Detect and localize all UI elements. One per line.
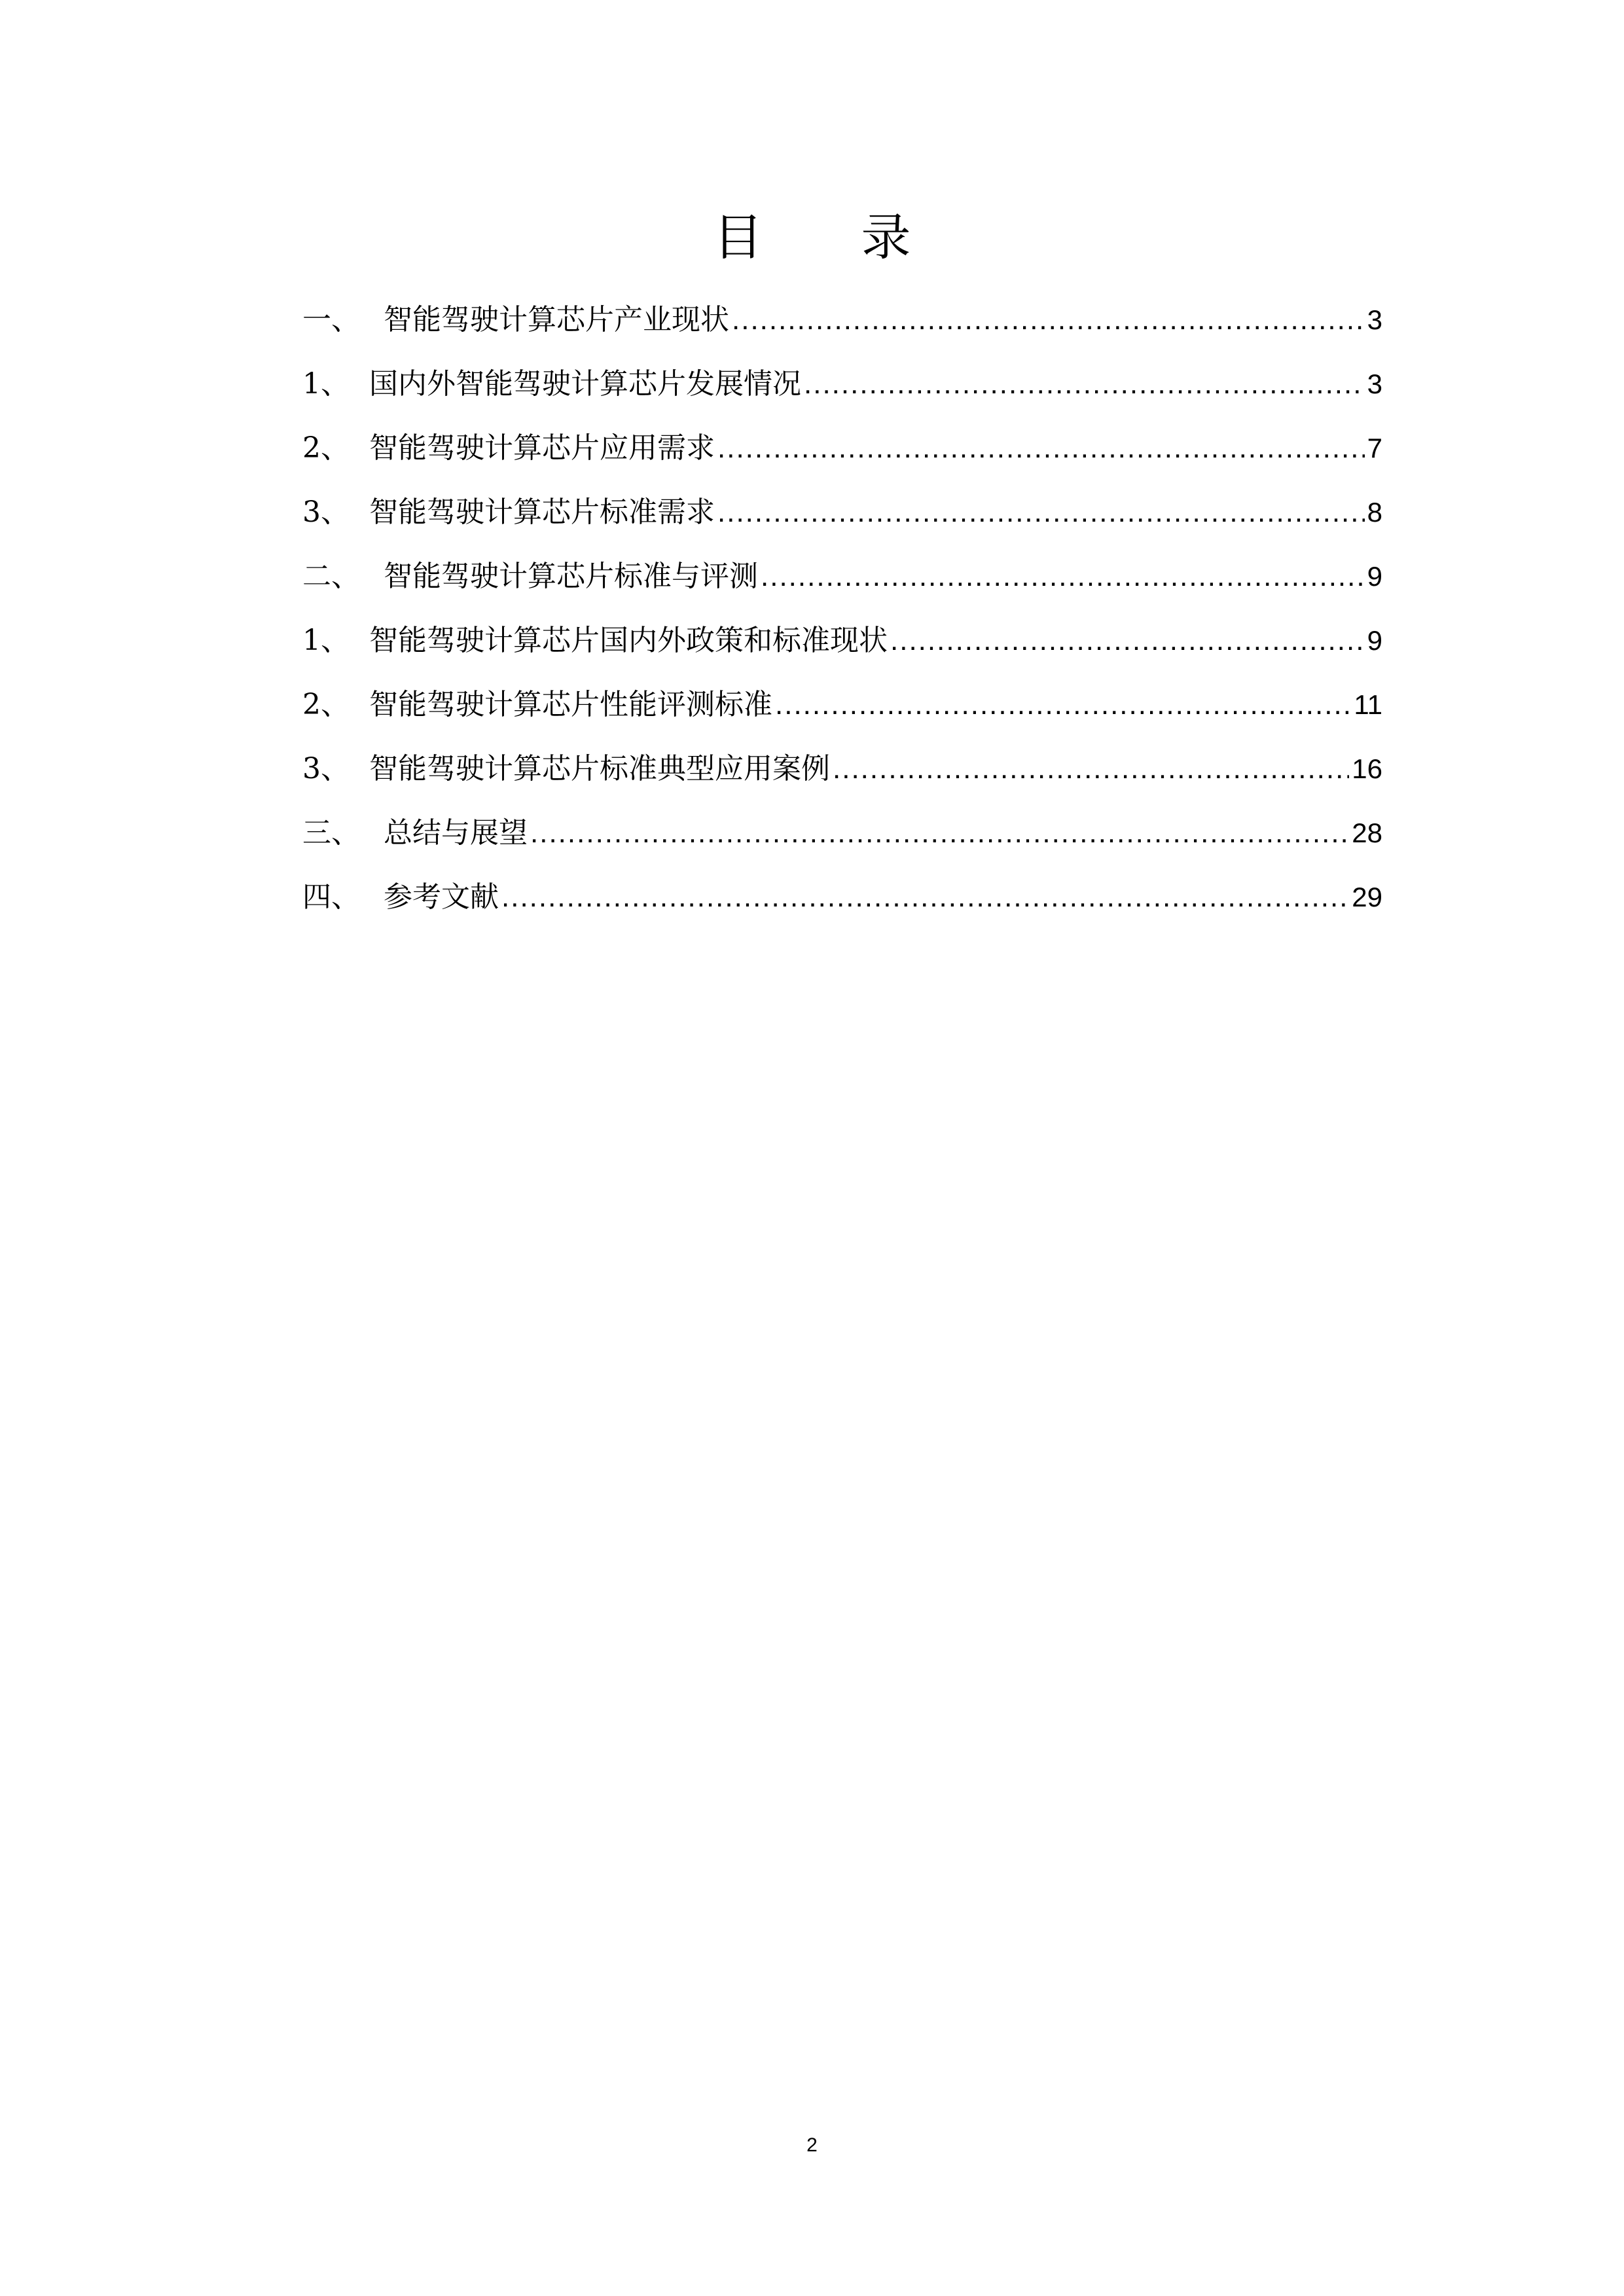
toc-entry-page: 9 — [1367, 561, 1382, 592]
toc-entry-number: 3、 — [302, 752, 350, 785]
toc-list — [302, 288, 1382, 929]
toc-title-part2: 录 — [861, 208, 911, 266]
toc-entry[interactable] — [302, 416, 1382, 480]
toc-dot-leader — [761, 545, 1365, 609]
toc-entry-page: 11 — [1354, 689, 1382, 720]
toc-entry-page: 9 — [1367, 625, 1382, 656]
toc-entry-title: 智能驾驶计算芯片标准需求 — [369, 495, 715, 529]
toc-entry[interactable] — [302, 545, 1382, 609]
toc-entry-number: 一、 — [302, 303, 360, 336]
toc-entry[interactable] — [302, 801, 1382, 865]
toc-entry[interactable] — [302, 352, 1382, 416]
toc-entry-page: 8 — [1367, 497, 1382, 528]
toc-entry-title: 国内外智能驾驶计算芯片发展情况 — [369, 367, 801, 401]
toc-entry-number: 2、 — [302, 688, 350, 721]
toc-dot-leader — [833, 737, 1349, 801]
toc-entry[interactable] — [302, 865, 1382, 929]
toc-entry-number: 2、 — [302, 431, 350, 465]
toc-dot-leader — [717, 480, 1365, 545]
toc-entry-number: 四、 — [302, 880, 360, 914]
page-number: 2 — [806, 2134, 818, 2156]
toc-dot-leader — [501, 865, 1349, 929]
toc-entry-number: 三、 — [302, 816, 360, 850]
toc-entry-number: 二、 — [302, 560, 360, 593]
toc-entry[interactable] — [302, 609, 1382, 673]
toc-entry-title: 智能驾驶计算芯片标准与评测 — [384, 560, 758, 593]
toc-entry-number: 3、 — [302, 495, 350, 529]
toc-dot-leader — [717, 416, 1365, 480]
toc-entry-page: 28 — [1352, 817, 1382, 848]
toc-entry[interactable] — [302, 673, 1382, 737]
toc-entry-number: 1、 — [302, 624, 350, 657]
toc-dot-leader — [775, 673, 1351, 737]
toc-dot-leader — [804, 352, 1365, 416]
toc-entry-number: 1、 — [302, 367, 350, 401]
toc-entry-title: 智能驾驶计算芯片产业现状 — [384, 303, 729, 336]
toc-entry[interactable] — [302, 480, 1382, 545]
toc-entry-page: 29 — [1352, 882, 1382, 912]
toc-entry-title: 智能驾驶计算芯片性能评测标准 — [369, 688, 772, 721]
toc-entry-title: 总结与展望 — [384, 816, 528, 850]
toc-entry-title: 智能驾驶计算芯片国内外政策和标准现状 — [369, 624, 888, 657]
toc-entry-page: 3 — [1367, 368, 1382, 399]
toc-entry[interactable] — [302, 288, 1382, 352]
toc-title-part1: 目 — [713, 208, 763, 266]
toc-dot-leader — [732, 288, 1365, 352]
toc-entry-title: 参考文献 — [384, 880, 499, 914]
toc-entry-page: 7 — [1367, 433, 1382, 463]
toc-entry[interactable] — [302, 737, 1382, 801]
toc-entry-page: 3 — [1367, 304, 1382, 335]
toc-dot-leader — [530, 801, 1349, 865]
toc-entry-title: 智能驾驶计算芯片标准典型应用案例 — [369, 752, 830, 785]
toc-dot-leader — [890, 609, 1365, 673]
toc-entry-title: 智能驾驶计算芯片应用需求 — [369, 431, 715, 465]
toc-entry-page: 16 — [1352, 753, 1382, 784]
toc-title — [0, 208, 1624, 267]
